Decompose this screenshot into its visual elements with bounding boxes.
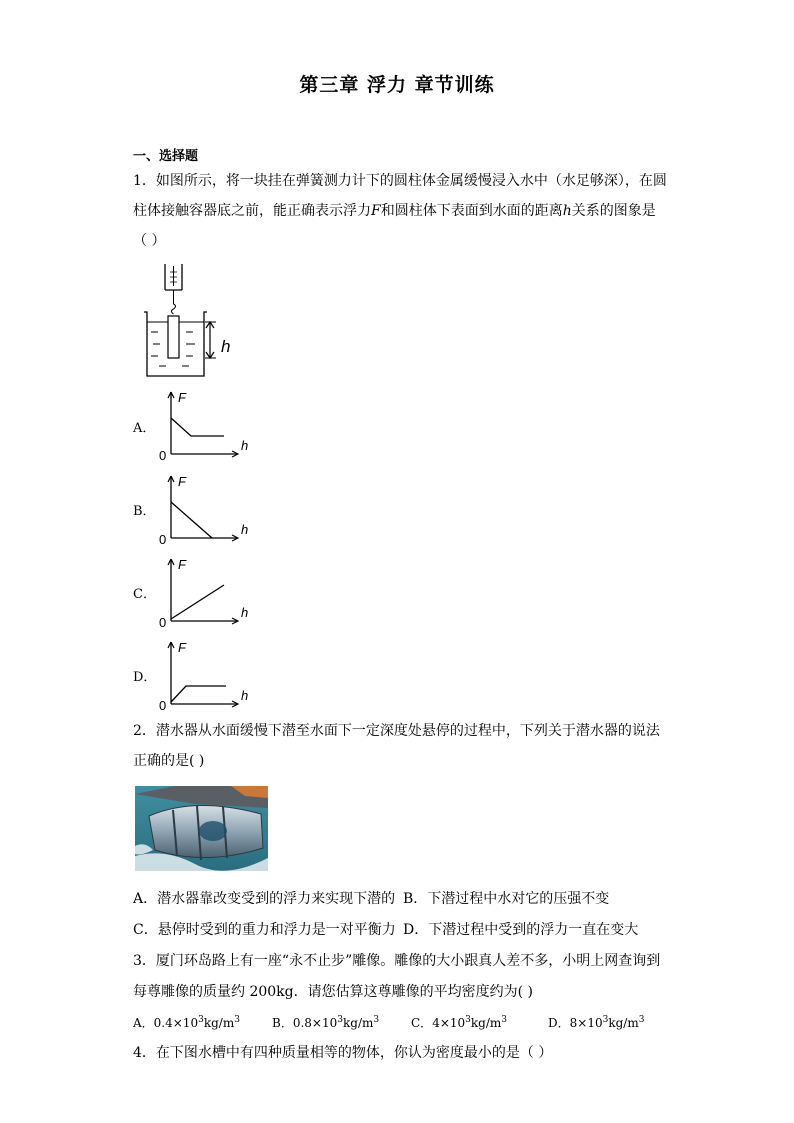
beaker-figure	[140, 262, 250, 380]
figure-h-label: h	[221, 337, 231, 356]
y-axis-label: F	[178, 557, 186, 572]
q1-option-c-label: C．	[133, 587, 156, 602]
q1-option-b-label: B．	[133, 504, 156, 519]
q3-line2: 每尊雕像的质量约 200kg．请您估算这尊雕像的平均密度约为( )	[133, 984, 533, 1000]
origin-label: 0	[159, 448, 167, 462]
origin-label: 0	[159, 615, 167, 629]
q2-line2: 正确的是( )	[133, 753, 205, 769]
submersible-photo	[135, 786, 268, 871]
origin-label: 0	[159, 698, 167, 712]
q2-option-d: D．下潜过程中受到的浮力一直在变大	[403, 922, 639, 938]
section-heading: 一、选择题	[133, 149, 199, 164]
q3-option-d: D．$8\times 10^3kg/m^3$	[548, 1015, 645, 1030]
q2-option-c: C．悬停时受到的重力和浮力是一对平衡力	[133, 922, 396, 938]
x-axis-label: h	[241, 605, 249, 620]
y-axis-label: F	[178, 640, 186, 655]
q1-option-a-label: A．	[133, 421, 156, 436]
q4-line1: 4．在下图水槽中有四种质量相等的物体，你认为密度最小的是（ ）	[133, 1045, 553, 1061]
q1-line1: 1．如图所示，将一块挂在弹簧测力计下的圆柱体金属缓慢浸入水中（水足够深），在圆	[133, 173, 667, 189]
q3-option-b: B．$0.8\times 10^3kg/m^3$	[272, 1015, 380, 1030]
q1-option-b-graph	[150, 472, 260, 546]
q1-option-d-label: D．	[133, 670, 157, 685]
x-axis-label: h	[241, 688, 249, 703]
x-axis-label: h	[241, 438, 249, 453]
x-axis-label: h	[241, 522, 249, 537]
q2-option-b: B．下潜过程中水对它的压强不变	[403, 891, 610, 907]
q2-option-a: A．潜水器靠改变受到的浮力来实现下潜的	[133, 891, 396, 907]
q1-option-a-graph	[150, 388, 260, 462]
q1-line2: 柱体接触容器底之前，能正确表示浮力F和圆柱体下表面到水面的距离h关系的图象是	[133, 203, 656, 219]
q1-line3: （ ）	[133, 233, 166, 249]
page-title: 第三章 浮力 章节训练	[299, 74, 495, 96]
q1-option-d-graph	[150, 638, 260, 712]
q3-option-c: C．$4\times 10^3kg/m^3$	[411, 1015, 507, 1030]
q3-option-a: A．$0.4\times 10^3kg/m^3$	[133, 1015, 240, 1030]
origin-label: 0	[159, 532, 167, 546]
y-axis-label: F	[178, 390, 186, 405]
y-axis-label: F	[178, 474, 186, 489]
q1-option-c-graph	[150, 555, 260, 629]
q2-line1: 2．潜水器从水面缓慢下潜至水面下一定深度处悬停的过程中，下列关于潜水器的说法	[133, 723, 660, 739]
q3-line1: 3．厦门环岛路上有一座“永不止步”雕像。雕像的大小跟真人差不多，小明上网查询到	[133, 953, 661, 969]
